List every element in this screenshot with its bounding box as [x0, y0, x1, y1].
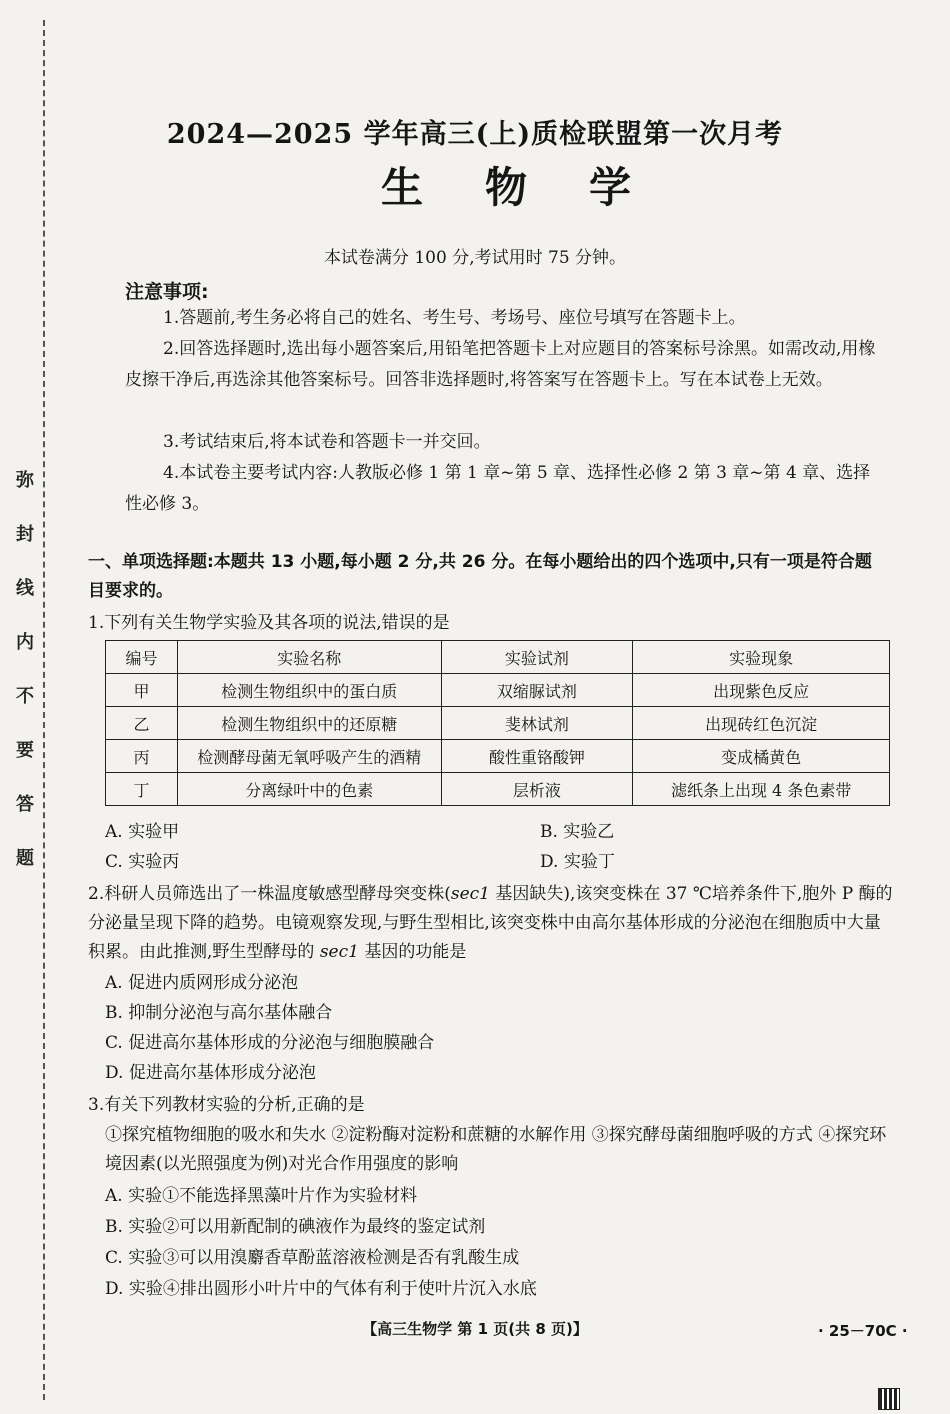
q1-option-c: C. 实验丙: [105, 852, 180, 872]
seal-line: [43, 20, 45, 1400]
table-cell: 丁: [106, 773, 178, 806]
table-cell: 乙: [106, 707, 178, 740]
note-2: 2.回答选择题时,选出每小题答案后,用铅笔把答题卡上对应题目的答案标号涂黑。如需改动,用橡皮擦干净后,再选涂其他答案标号。回答非选择题时,将答案写在答题卡上。写在本试卷上无效。: [125, 339, 876, 390]
q3-option-a: A. 实验①不能选择黑藻叶片作为实验材料: [105, 1186, 418, 1206]
qr-code-icon: [878, 1388, 900, 1410]
q1-option-b: B. 实验乙: [540, 822, 615, 842]
q3-stem: 3.有关下列教材实验的分析,正确的是: [88, 1095, 365, 1115]
q2-stem: 2.科研人员筛选出了一株温度敏感型酵母突变株(sec1 基因缺失),该突变株在 37 ℃培养条件下,胞外 P 酶的分泌量呈现下降的趋势。电镜观察发现,与野生型相比,该突变株中由高尔基体形成的分泌泡在细胞质中大量积累。由此推测,野生型酵母的 sec1 基因的功能是: [88, 884, 893, 962]
table-cell: 甲: [106, 674, 178, 707]
header-cell: 实验现象: [633, 641, 890, 674]
exam-title: 2024—2025 学年高三(上)质检联盟第一次月考: [166, 119, 784, 150]
notes-heading: 注意事项:: [125, 281, 209, 303]
table-cell: 双缩脲试剂: [441, 674, 633, 707]
q1-stem: 1.下列有关生物学实验及其各项的说法,错误的是: [88, 613, 450, 633]
table-cell: 出现砖红色沉淀: [633, 707, 890, 740]
header-cell: 实验试剂: [441, 641, 633, 674]
exam-meta: 本试卷满分 100 分,考试用时 75 分钟。: [323, 248, 627, 268]
table-header-row: [106, 641, 890, 674]
scanner-watermark: [878, 1388, 948, 1410]
q2-option-a: A. 促进内质网形成分泌泡: [105, 973, 299, 993]
table-cell: 斐林试剂: [441, 707, 633, 740]
section-heading: 一、单项选择题:本题共 13 小题,每小题 2 分,共 26 分。在每小题给出的四个选项中,只有一项是符合题目要求的。: [88, 552, 872, 601]
q3-option-b: B. 实验②可以用新配制的碘液作为最终的鉴定试剂: [105, 1217, 486, 1237]
subject-title: 生物学: [380, 163, 693, 212]
note-1: 1.答题前,考生务必将自己的姓名、考生号、考场号、座位号填写在答题卡上。: [163, 308, 746, 328]
paper-code: · 25－70C ·: [818, 1322, 908, 1340]
table-row: [106, 707, 890, 740]
q2-option-b: B. 抑制分泌泡与高尔基体融合: [105, 1003, 333, 1023]
table-row: [106, 740, 890, 773]
table-row: [106, 773, 890, 806]
note-4: 4.本试卷主要考试内容:人教版必修 1 第 1 章~第 5 章、选择性必修 2 第 3 章~第 4 章、选择性必修 3。: [125, 463, 871, 514]
header-cell: 编号: [106, 641, 178, 674]
q2-option-d: D. 促进高尔基体形成分泌泡: [105, 1063, 316, 1083]
page-footer: 【高三生物学 第 1 页(共 8 页)】: [362, 1320, 588, 1338]
q1-option-a: A. 实验甲: [105, 822, 180, 842]
table-cell: 检测生物组织中的蛋白质: [177, 674, 441, 707]
gene-name: sec1: [319, 942, 359, 962]
table-cell: 层析液: [441, 773, 633, 806]
table-row: [106, 674, 890, 707]
q2-option-c: C. 促进高尔基体形成的分泌泡与细胞膜融合: [105, 1033, 435, 1053]
q3-option-c: C. 实验③可以用溴麝香草酚蓝溶液检测是否有乳酸生成: [105, 1248, 520, 1268]
note-3: 3.考试结束后,将本试卷和答题卡一并交回。: [163, 432, 491, 452]
q3-items: ①探究植物细胞的吸水和失水 ②淀粉酶对淀粉和蔗糖的水解作用 ③探究酵母菌细胞呼吸的方式 ④探究环境因素(以光照强度为例)对光合作用强度的影响: [105, 1125, 887, 1174]
table-cell: 变成橘黄色: [633, 740, 890, 773]
seal-line-warning: 弥封线内不要答题: [13, 470, 34, 902]
table-cell: 滤纸条上出现 4 条色素带: [633, 773, 890, 806]
table-cell: 出现紫色反应: [633, 674, 890, 707]
table-cell: 分离绿叶中的色素: [177, 773, 441, 806]
gene-name: sec1: [450, 884, 490, 904]
q3-option-d: D. 实验④排出圆形小叶片中的气体有利于使叶片沉入水底: [105, 1279, 537, 1299]
header-cell: 实验名称: [177, 641, 441, 674]
table-cell: 检测酵母菌无氧呼吸产生的酒精: [177, 740, 441, 773]
table-cell: 酸性重铬酸钾: [441, 740, 633, 773]
q1-experiment-table: [105, 640, 890, 806]
q1-option-d: D. 实验丁: [540, 852, 615, 872]
table-cell: 检测生物组织中的还原糖: [177, 707, 441, 740]
table-cell: 丙: [106, 740, 178, 773]
